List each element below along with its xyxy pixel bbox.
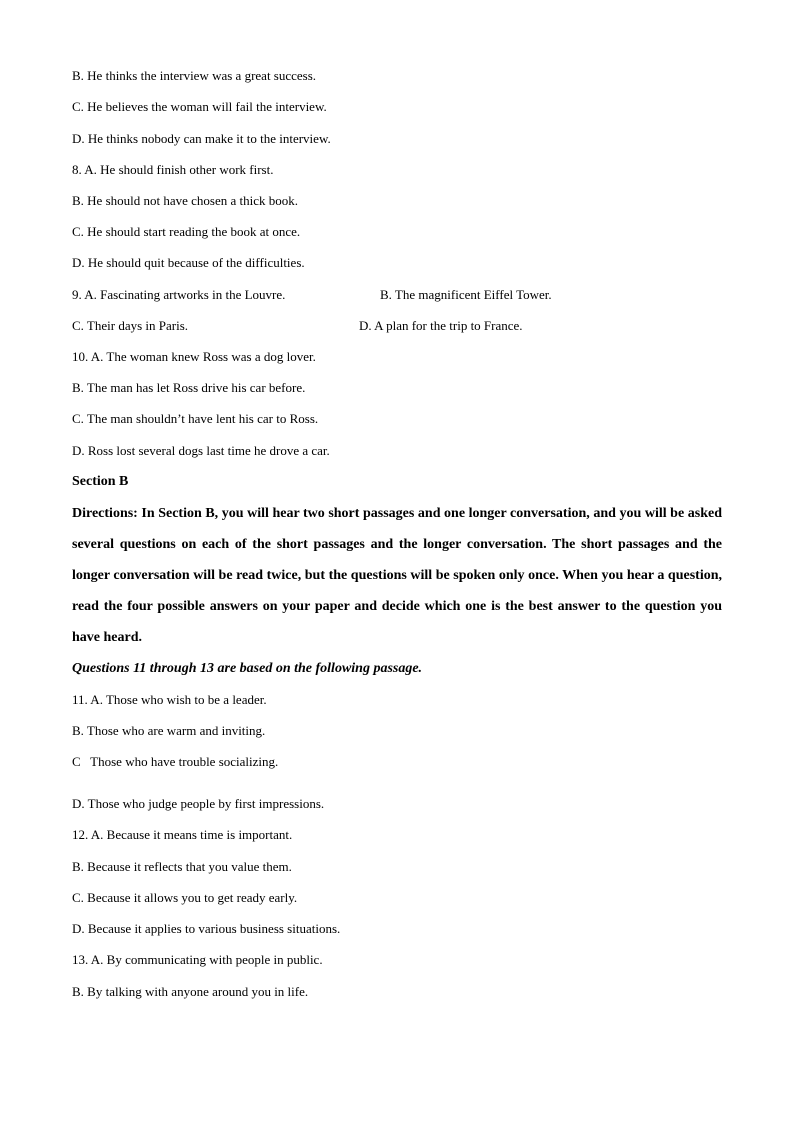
option-10d: D. Ross lost several dogs last time he drove a car. xyxy=(72,443,330,458)
section-title: Section B xyxy=(72,474,129,489)
option-13b: B. By talking with anyone around you in life. xyxy=(72,984,309,999)
option-9a: 9. A. Fascinating artworks in the Louvre. xyxy=(72,287,286,302)
option-12a: 12. A. Because it means time is important. xyxy=(72,827,293,842)
option-8a: 8. A. He should finish other work first. xyxy=(72,162,274,177)
option-7d: D. He thinks nobody can make it to the interview. xyxy=(72,131,331,146)
option-9d: D. A plan for the trip to France. xyxy=(359,318,523,333)
option-8b: B. He should not have chosen a thick book. xyxy=(72,193,299,208)
option-12b: B. Because it reflects that you value them. xyxy=(72,859,292,874)
option-11d: D. Those who judge people by first impressions. xyxy=(72,796,325,811)
directions-paragraph: Directions: In Section B, you will hear two short passages and one longer conversation, and you will be asked several questions on each of the short passages and the longer conversation. The short passages and the longer conversation will be read twice, but the questions will be spoken only once. When you hear a question, read the four possible answers on your paper and decide which one is the best answer to the question you have heard. xyxy=(72,506,722,645)
option-9c: C. Their days in Paris. xyxy=(72,318,189,333)
option-13a: 13. A. By communicating with people in public. xyxy=(72,952,323,967)
questions-header: Questions 11 through 13 are based on the following passage. xyxy=(72,661,423,676)
option-12d: D. Because it applies to various business situations. xyxy=(72,921,341,936)
option-12c: C. Because it allows you to get ready early. xyxy=(72,890,298,905)
option-11a: 11. A. Those who wish to be a leader. xyxy=(72,692,267,707)
option-10c: C. The man shouldn’t have lent his car to Ross. xyxy=(72,411,319,426)
option-8d: D. He should quit because of the difficulties. xyxy=(72,255,305,270)
option-7b: B. He thinks the interview was a great success. xyxy=(72,68,317,83)
option-8c: C. He should start reading the book at once. xyxy=(72,224,301,239)
option-7c: C. He believes the woman will fail the interview. xyxy=(72,99,327,114)
option-11c: C Those who have trouble socializing. xyxy=(72,754,279,769)
option-11b: B. Those who are warm and inviting. xyxy=(72,723,266,738)
option-10b: B. The man has let Ross drive his car before. xyxy=(72,380,306,395)
option-10a: 10. A. The woman knew Ross was a dog lover. xyxy=(72,349,316,364)
option-9b: B. The magnificent Eiffel Tower. xyxy=(380,287,552,302)
